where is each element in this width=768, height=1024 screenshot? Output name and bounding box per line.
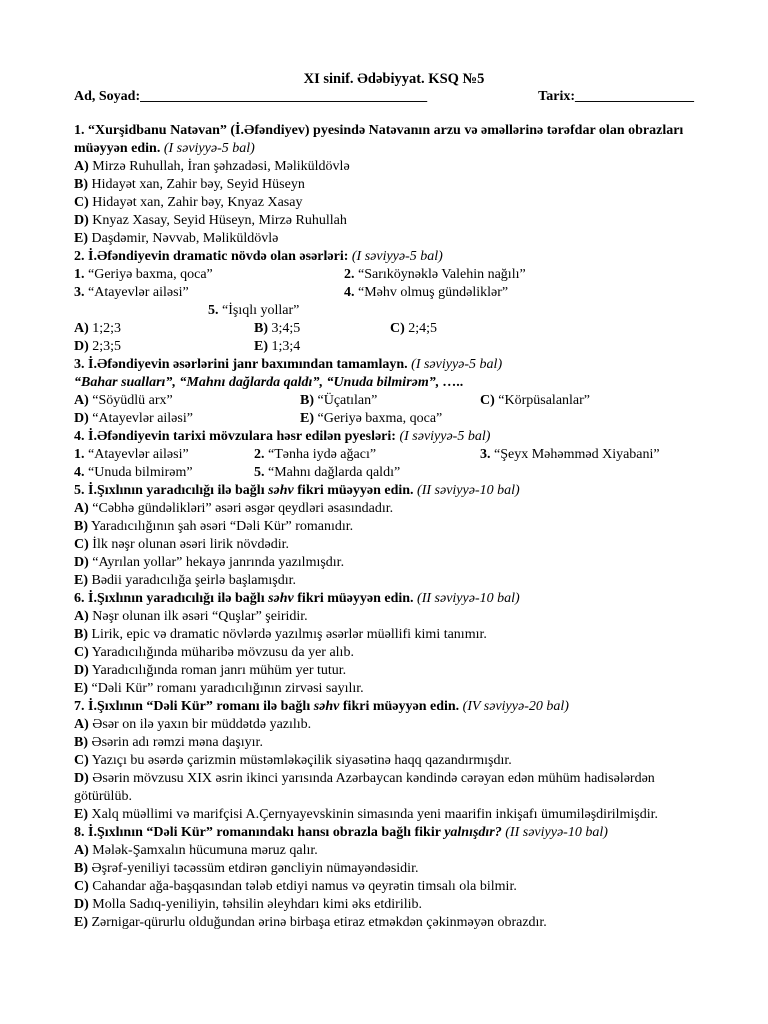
option-a: A) “Cəbhə gündəlikləri” əsəri əsgər qeydləri əsasındadır. bbox=[74, 501, 394, 516]
item-row bbox=[74, 302, 714, 320]
option-d: D) “Ayrılan yollar” hekayə janrında yazılmışdır. bbox=[74, 555, 345, 570]
option-c: C) Cahandar ağa-başqasından tələb etdiyi namus və qeyrətin timsalı ola bilmir. bbox=[74, 879, 517, 894]
answer-choice: 2. “Sarıköynəklə Valehin nağılı” bbox=[344, 267, 526, 282]
question-4: 4. İ.Əfəndiyevin tarixi mövzulara həsr edilən pyesləri: (I səviyyə-5 bal) bbox=[74, 429, 491, 444]
answer-choice: 1. “Geriyə baxma, qoca” bbox=[74, 267, 213, 282]
answer-choice: B) “Üçatılan” bbox=[300, 393, 378, 408]
answer-choice: C) “Körpüsalanlar” bbox=[480, 393, 591, 408]
question-text: “Xurşidbanu Natəvan” (İ.Əfəndiyev) pyesində Natəvanın arzu və əməllərinə tərəfdar olan obrazları müəyyən edin. bbox=[74, 123, 684, 156]
worksheet bbox=[74, 70, 714, 932]
answer-choice: 3. “Şeyx Məhəmməd Xiyabani” bbox=[480, 447, 660, 462]
answer-choice: 1. “Atayevlər ailəsi” bbox=[74, 447, 189, 462]
answer-choice: B) 3;4;5 bbox=[254, 321, 301, 336]
option-d: D) Əsərin mövzusu XIX əsrin ikinci yarısında Azərbaycan kəndində cərəyan edən mühüm hadisələrdən götürülüb. bbox=[74, 771, 655, 804]
question-5: 5. İ.Şıxlının yaradıcılığı ilə bağlı səhv fikri müəyyən edin. (II səviyyə-10 bal) bbox=[74, 483, 520, 498]
answer-choice: E) “Geriyə baxma, qoca” bbox=[300, 411, 443, 426]
name-field-label: Ad, Soyad:_________________________________________ bbox=[74, 89, 428, 104]
option-d: D) Molla Sadıq-yeniliyin, təhsilin əleyhdarı kimi əks etdirilib. bbox=[74, 897, 423, 912]
option-e: E) Xalq müəllimi və marifçisi A.Çernyayevskinin simasında yeni maarifin inkişafı ümumiləşdirilmişdir. bbox=[74, 807, 659, 822]
header-row bbox=[74, 88, 714, 106]
option-c: C) İlk nəşr olunan əsəri lirik növdədir. bbox=[74, 537, 290, 552]
question-prompt: “Bahar sualları”, “Mahnı dağlarda qaldı”, “Unuda bilmirəm”, ….. bbox=[74, 375, 464, 390]
answer-choice: D) 2;3;5 bbox=[74, 339, 122, 354]
question-number: 1. bbox=[74, 123, 85, 138]
answer-choice: 3. “Atayevlər ailəsi” bbox=[74, 285, 189, 300]
option-row bbox=[74, 392, 714, 410]
option-d: D) Yaradıcılığında roman janrı mühüm yer tutur. bbox=[74, 663, 347, 678]
option-b: B) Lirik, epic və dramatic növlərdə yazılmış əsərlər müəllifi kimi tanımır. bbox=[74, 627, 487, 642]
option-a: A) Əsər on ilə yaxın bir müddətdə yazılıb. bbox=[74, 717, 312, 732]
option-e: E) Zərnigar-qürurlu olduğundan ərinə birbaşa etiraz etməkdən çəkinməyən obrazdır. bbox=[74, 915, 547, 930]
option-c: C) Yazıçı bu əsərdə çarizmin müstəmləkəçilik siyasətinə haqq qazandırmışdır. bbox=[74, 753, 512, 768]
answer-choice: 5. “Mahnı dağlarda qaldı” bbox=[254, 465, 401, 480]
date-field-label: Tarix:_________________ bbox=[538, 89, 694, 104]
answer-choice: 4. “Unuda bilmirəm” bbox=[74, 465, 193, 480]
answer-choice: C) 2;4;5 bbox=[390, 321, 438, 336]
question-7: 7. İ.Şıxlının “Dəli Kür” romanı ilə bağlı səhv fikri müəyyən edin. (IV səviyyə-20 bal) bbox=[74, 699, 569, 714]
answer-choice: E) 1;3;4 bbox=[254, 339, 301, 354]
answer-choice: A) “Söyüdlü arx” bbox=[74, 393, 173, 408]
option-a: A) Mirzə Ruhullah, İran şəhzadəsi, Məliküldövlə bbox=[74, 159, 350, 174]
option-c: C) Yaradıcılığında müharibə mövzusu da yer alıb. bbox=[74, 645, 354, 660]
question-3: 3. İ.Əfəndiyevin əsərlərini janr baxımından tamamlayn. (I səviyyə-5 bal) bbox=[74, 357, 503, 372]
option-b: B) Əsərin adı rəmzi məna daşıyır. bbox=[74, 735, 263, 750]
option-e: E) “Dəli Kür” romanı yaradıcılığının zirvəsi sayılır. bbox=[74, 681, 364, 696]
option-a: A) Nəşr olunan ilk əsəri “Quşlar” şeiridir. bbox=[74, 609, 308, 624]
option-row bbox=[74, 410, 714, 428]
item-row bbox=[74, 446, 714, 464]
question-2: 2. İ.Əfəndiyevin dramatic növdə olan əsərləri: (I səviyyə-5 bal) bbox=[74, 249, 443, 264]
option-row bbox=[74, 320, 714, 338]
answer-choice: 4. “Məhv olmuş gündəliklər” bbox=[344, 285, 509, 300]
item-row bbox=[74, 266, 714, 284]
question-6: 6. İ.Şıxlının yaradıcılığı ilə bağlı səhv fikri müəyyən edin. (II səviyyə-10 bal) bbox=[74, 591, 520, 606]
answer-choice: D) “Atayevlər ailəsi” bbox=[74, 411, 193, 426]
question-1 bbox=[74, 122, 714, 158]
question-level: (I səviyyə-5 bal) bbox=[163, 141, 255, 156]
option-a: A) Mələk-Şamxalın hücumuna məruz qalır. bbox=[74, 843, 318, 858]
item-row bbox=[74, 464, 714, 482]
question-8: 8. İ.Şıxlının “Dəli Kür” romanındakı hansı obrazla bağlı fikir yalnışdır? (II səviyyə-10 bal) bbox=[74, 825, 608, 840]
page-title: XI sinif. Ədəbiyyat. KSQ №5 bbox=[303, 71, 485, 87]
option-b: B) Hidayət xan, Zahir bəy, Seyid Hüseyn bbox=[74, 177, 305, 192]
option-e: E) Daşdəmir, Nəvvab, Məliküldövlə bbox=[74, 231, 279, 246]
option-c: C) Hidayət xan, Zahir bəy, Knyaz Xasay bbox=[74, 195, 303, 210]
option-e: E) Bədii yaradıcılığa şeirlə başlamışdır. bbox=[74, 573, 296, 588]
answer-choice: 5. “İşıqlı yollar” bbox=[208, 303, 300, 318]
option-d: D) Knyaz Xasay, Seyid Hüseyn, Mirzə Ruhullah bbox=[74, 213, 347, 228]
answer-choice: 2. “Tənha iydə ağacı” bbox=[254, 447, 377, 462]
option-b: B) Yaradıcılığının şah əsəri “Dəli Kür” romanıdır. bbox=[74, 519, 354, 534]
option-b: B) Əşrəf-yeniliyi təcəssüm etdirən gəncliyin nümayəndəsidir. bbox=[74, 861, 419, 876]
item-row bbox=[74, 284, 714, 302]
answer-choice: A) 1;2;3 bbox=[74, 321, 122, 336]
option-row bbox=[74, 338, 714, 356]
